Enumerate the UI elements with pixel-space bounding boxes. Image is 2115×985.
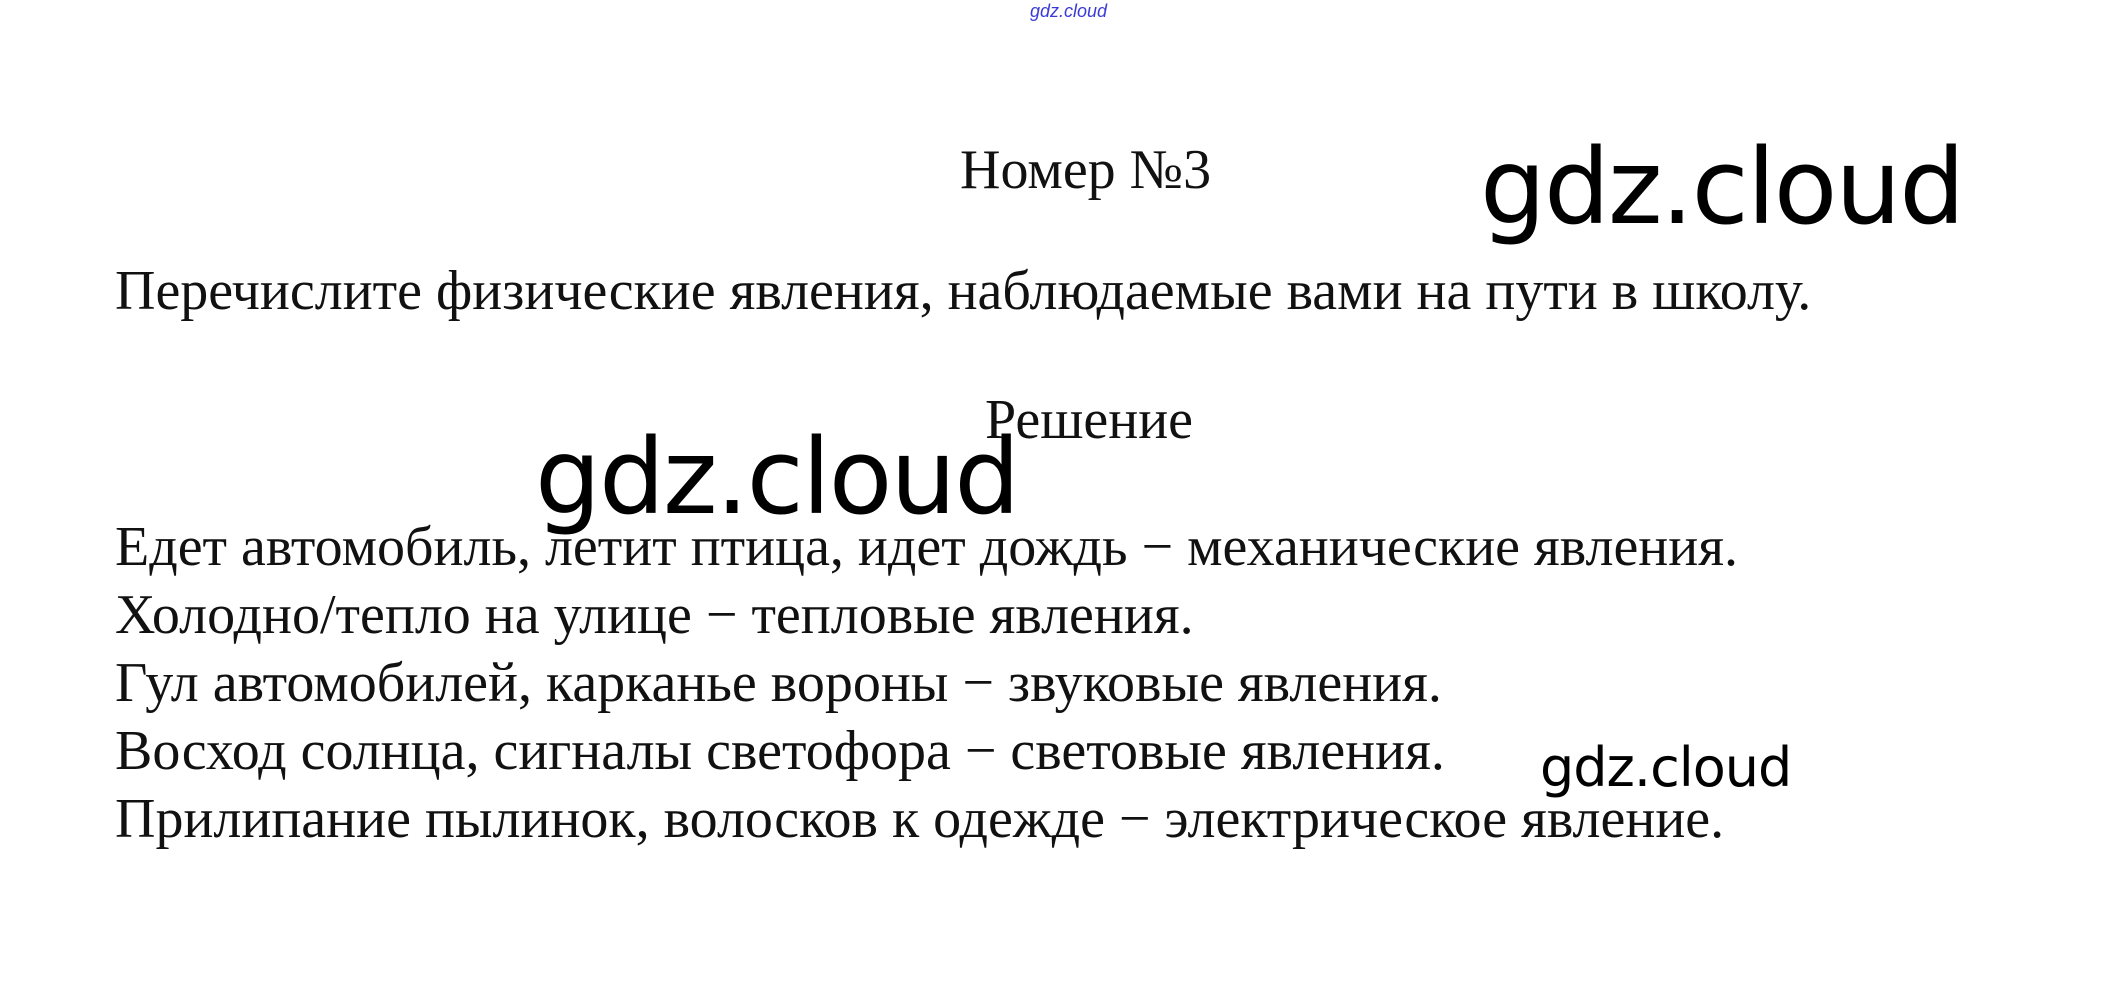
task-question: Перечислите физические явления, наблюдаемые вами на пути в школу.: [115, 260, 1812, 322]
watermark-large-top: gdz.cloud: [1480, 126, 1964, 248]
watermark-small: gdz.cloud: [1540, 736, 1792, 799]
solution-line-sound: Гул автомобилей, карканье вороны − звуковые явления.: [115, 652, 1442, 714]
solution-line-mechanical: Едет автомобиль, летит птица, идет дождь − механические явления.: [115, 516, 1738, 578]
solution-line-light: Восход солнца, сигналы светофора − световые явления.: [115, 720, 1445, 782]
solution-line-thermal: Холодно/тепло на улице − тепловые явления.: [115, 584, 1194, 646]
solution-heading: Решение: [985, 389, 1194, 451]
watermark-large-middle: gdz.cloud: [535, 416, 1019, 538]
site-link[interactable]: gdz.cloud: [1030, 1, 1108, 21]
task-title: Номер №3: [960, 139, 1212, 201]
solution-line-electric: Прилипание пылинок, волосков к одежде − электрическое явление.: [115, 788, 1725, 850]
